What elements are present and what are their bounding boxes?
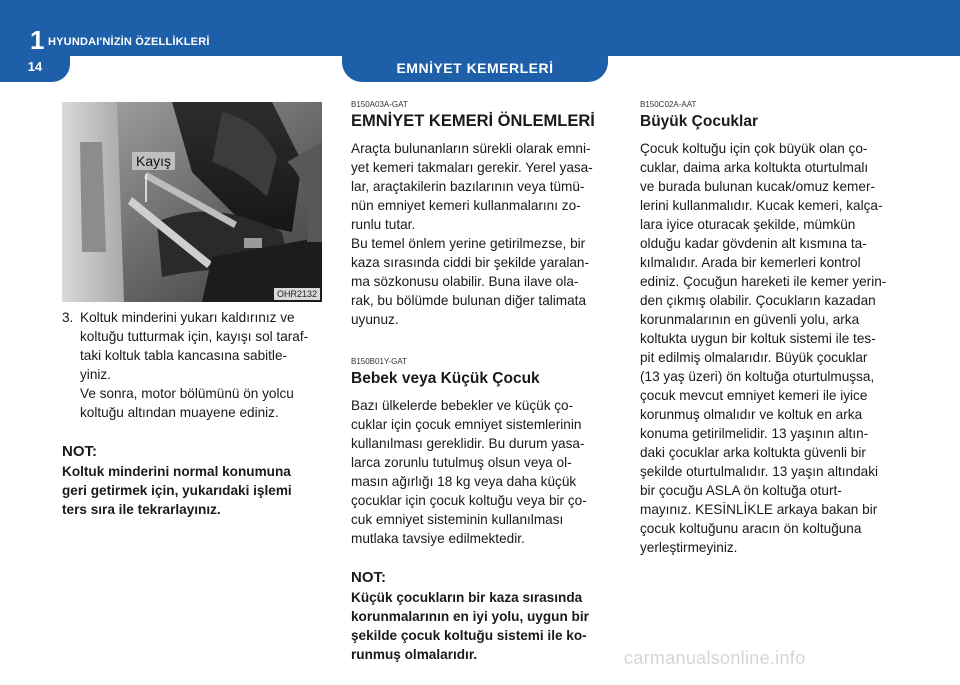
text-line: mutlaka tavsiye edilmektedir.: [351, 531, 525, 546]
text-line: bir çocuğu ASLA ön koltuğa oturt-: [640, 483, 842, 498]
section-code: B150B01Y-GAT: [351, 357, 408, 366]
text-line: daki çocuklar arka koltukta güvenli bir: [640, 445, 866, 460]
note-text: [351, 588, 607, 664]
note-line: Küçük çocukların bir kaza sırasında: [351, 590, 583, 605]
text-line: Çocuk koltuğu için çok büyük olan ço-: [640, 141, 868, 156]
note-line: ters sıra ile tekrarlayınız.: [62, 502, 221, 517]
text-line: koltukta uygun bir koltuk sistemi ile tes-: [640, 331, 876, 346]
note-line: korunmalarının en iyi yolu, uygun bir: [351, 609, 589, 624]
note-line: geri getirmek için, yukarıdaki işlemi: [62, 483, 292, 498]
text-line: uyunuz.: [351, 312, 399, 327]
section-heading-older-children: Büyük Çocuklar: [640, 113, 759, 130]
text-line: yerleştirmeyiniz.: [640, 540, 738, 555]
note-line: Koltuk minderini normal konumuna: [62, 464, 291, 479]
strap-label: Kayış: [132, 152, 175, 170]
section-code: B150A03A-GAT: [351, 100, 408, 109]
text-line: konuma getirilmelidir. 13 yaşının altın-: [640, 426, 869, 441]
text-line: Bu temel önlem yerine getirilmezse, bir: [351, 236, 586, 251]
text-line: lerini kullanmalıdır. Kucak kemeri, kalça-: [640, 198, 883, 213]
step-text: [80, 308, 324, 422]
text-line: kılmalıdır. Arada bir kemerleri kontrol: [640, 255, 861, 270]
section-code: B150C02A-AAT: [640, 100, 697, 109]
text-line: nün emniyet kemeri kullanmalarını zo-: [351, 198, 581, 213]
section-title: EMNİYET KEMERLERİ: [342, 56, 608, 82]
text-line: ve burada bulunan kucak/omuz kemer-: [640, 179, 875, 194]
section-heading-precautions: EMNİYET KEMERİ ÖNLEMLERİ: [351, 112, 595, 130]
note-line: şekilde çocuk koltuğu sistemi ile ko-: [351, 628, 587, 643]
text-line: masın ağırlığı 18 kg veya daha küçük: [351, 474, 577, 489]
text-line: kullanılması gereklidir. Bu durum yasa-: [351, 436, 585, 451]
seat-photo: [62, 102, 322, 302]
text-line: korunmalarının en güvenli yolu, arka: [640, 312, 860, 327]
text-line: çocuklar için çocuk koltuğu veya bir ço-: [351, 493, 587, 508]
text-line: cuklar, daima arka koltukta oturtulmalı: [640, 160, 869, 175]
text-line: rak, bu bölümde bulunan diğer talimata: [351, 293, 587, 308]
text-line: runlu tutar.: [351, 217, 416, 232]
section-heading-infant: Bebek veya Küçük Çocuk: [351, 370, 540, 387]
text-line: mayınız. KESİNLİKLE arkaya bakan bir: [640, 502, 878, 517]
step-line: yiniz.: [80, 367, 111, 382]
text-line: kaza sırasında ciddi bir şekilde yaralan-: [351, 255, 590, 270]
note-text: [62, 462, 324, 519]
text-line: korunmuş olmalıdır ve koltuk en arka: [640, 407, 863, 422]
precautions-text: [351, 139, 607, 329]
step-number: 3.: [62, 310, 74, 325]
text-line: lar, araçtakilerin bazılarının veya tümü-: [351, 179, 585, 194]
text-line: ediniz. Çocuğun hareketi ile kemer yerin-: [640, 274, 887, 289]
middle-column: [351, 100, 607, 664]
text-line: yet kemeri takmaları gerekir. Yerel yasa-: [351, 160, 593, 175]
text-line: ma sözkonusu olabilir. Buna ilave ola-: [351, 274, 579, 289]
text-line: çocuk mevcut emniyet kemeri ile iyice: [640, 388, 868, 403]
text-line: şekilde oturtulmalıdır. 13 yaşın altındaki: [640, 464, 879, 479]
left-column: [62, 308, 324, 519]
text-line: cuklar için çocuk emniyet sistemlerinin: [351, 417, 582, 432]
text-line: lara iyice oturacak şekilde, mümkün: [640, 217, 856, 232]
step-3: [62, 308, 324, 422]
text-line: çocuk koltuğunu aracın ön koltuğuna: [640, 521, 862, 536]
note-line: runmuş olmalarıdır.: [351, 647, 478, 662]
watermark: carmanualsonline.info: [624, 648, 806, 668]
text-line: (13 yaş üzeri) ön koltuğa oturtulmuşsa,: [640, 369, 875, 384]
step-line: taki koltuk tabla kancasına sabitle-: [80, 348, 288, 363]
figure-code: OHR2132: [274, 288, 320, 300]
seat-photo-illustration: [62, 102, 322, 302]
step-line: koltuğu altından muayene ediniz.: [80, 405, 279, 420]
text-line: olduğu kadar gövdenin alt kısmına ta-: [640, 236, 867, 251]
text-line: cuk emniyet sisteminin kullanılması: [351, 512, 564, 527]
infant-text: [351, 396, 607, 548]
note-title: NOT:: [351, 569, 386, 586]
text-line: den çıkmış olabilir. Çocukların kazadan: [640, 293, 876, 308]
note-title: NOT:: [62, 443, 97, 460]
text-line: larca zorunlu tutulmuş olsun veya ol-: [351, 455, 572, 470]
page-number: 14: [0, 56, 70, 82]
text-line: Araçta bulunanların sürekli olarak emni-: [351, 141, 591, 156]
step-line: Koltuk minderini yukarı kaldırınız ve: [80, 310, 295, 325]
chapter-number: 1: [30, 25, 45, 55]
text-line: Bazı ülkelerde bebekler ve küçük ço-: [351, 398, 574, 413]
text-line: pit edilmiş olmalarıdır. Büyük çocuklar: [640, 350, 868, 365]
chapter-title: HYUNDAI'NİZİN ÖZELLİKLERİ: [48, 36, 210, 48]
step-line: koltuğu tutturmak için, kayışı sol taraf-: [80, 329, 309, 344]
older-children-text: [640, 139, 898, 557]
step-line: Ve sonra, motor bölümünü ön yolcu: [80, 386, 294, 401]
right-column: [640, 100, 898, 557]
